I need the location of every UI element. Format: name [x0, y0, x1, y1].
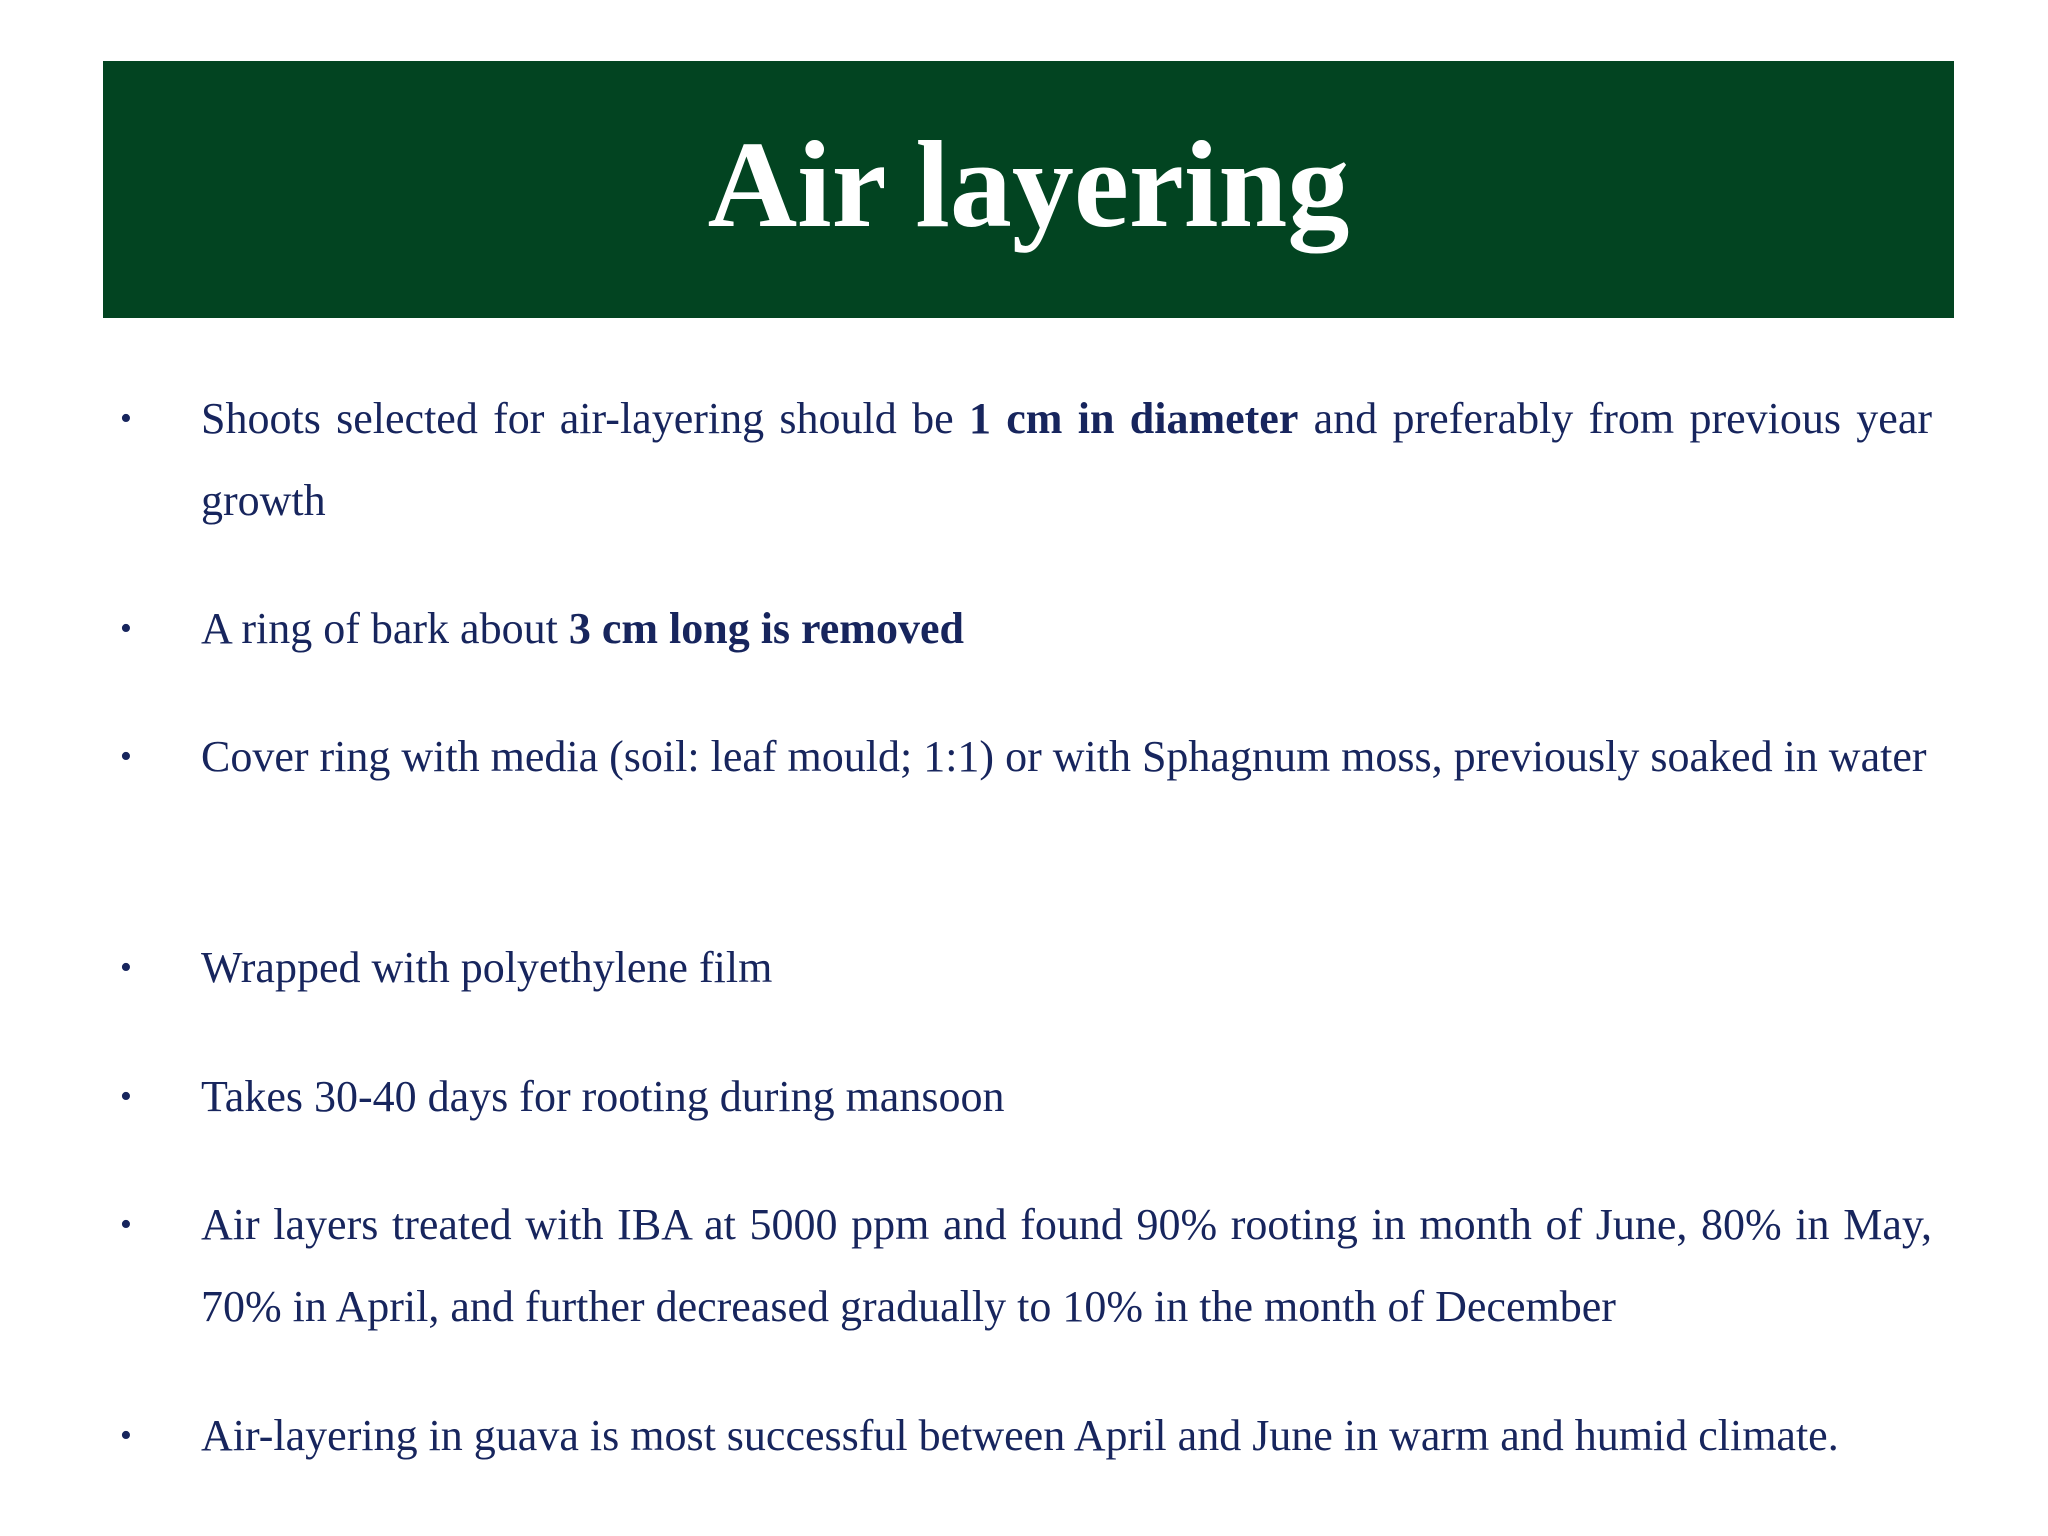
bullet-text: Shoots selected for air-layering should be 1 cm in diameter and preferably from previous year growth — [201, 394, 1933, 525]
bullet-emphasis: 3 cm long is removed — [568, 604, 964, 653]
bullet-emphasis: 1 cm in diameter — [968, 394, 1299, 443]
bullet-dot-icon: • — [120, 1078, 132, 1115]
bullet-dot-icon: • — [120, 400, 132, 437]
bullet-dot-icon: • — [120, 1206, 132, 1243]
bullet-item-shoot-selection — [120, 378, 1932, 542]
bullet-item-media-cover — [120, 716, 1932, 798]
bullet-text: Takes 30-40 days for rooting during mansoon — [201, 1072, 1005, 1121]
bullet-dot-icon: • — [120, 1417, 132, 1454]
bullet-text: Air layers treated with IBA at 5000 ppm and found 90% rooting in month of June, 80% in May, 70% in April, and further decreased gradually to 10% in the month of December — [201, 1200, 1932, 1331]
bullet-item-iba-treatment — [120, 1184, 1932, 1348]
slide-title: Air layering — [707, 115, 1350, 253]
bullet-text: A ring of bark about 3 cm long is removed — [201, 604, 964, 653]
bullet-dot-icon: • — [120, 610, 132, 647]
bullet-item-bark-ring — [120, 588, 1932, 670]
bullet-text: Wrapped with polyethylene film — [201, 943, 773, 992]
bullet-dot-icon: • — [120, 949, 132, 986]
bullet-item-rooting-time — [120, 1056, 1932, 1138]
bullet-text: Air-layering in guava is most successful between April and June in warm and humid climate. — [201, 1411, 1839, 1460]
bullet-item-guava-success — [120, 1395, 1932, 1477]
bullet-dot-icon: • — [120, 738, 132, 775]
bullet-text: Cover ring with media (soil: leaf mould; 1:1) or with Sphagnum moss, previously soaked in water — [201, 732, 1927, 781]
bullet-item-polyethylene-wrap — [120, 927, 1932, 1009]
